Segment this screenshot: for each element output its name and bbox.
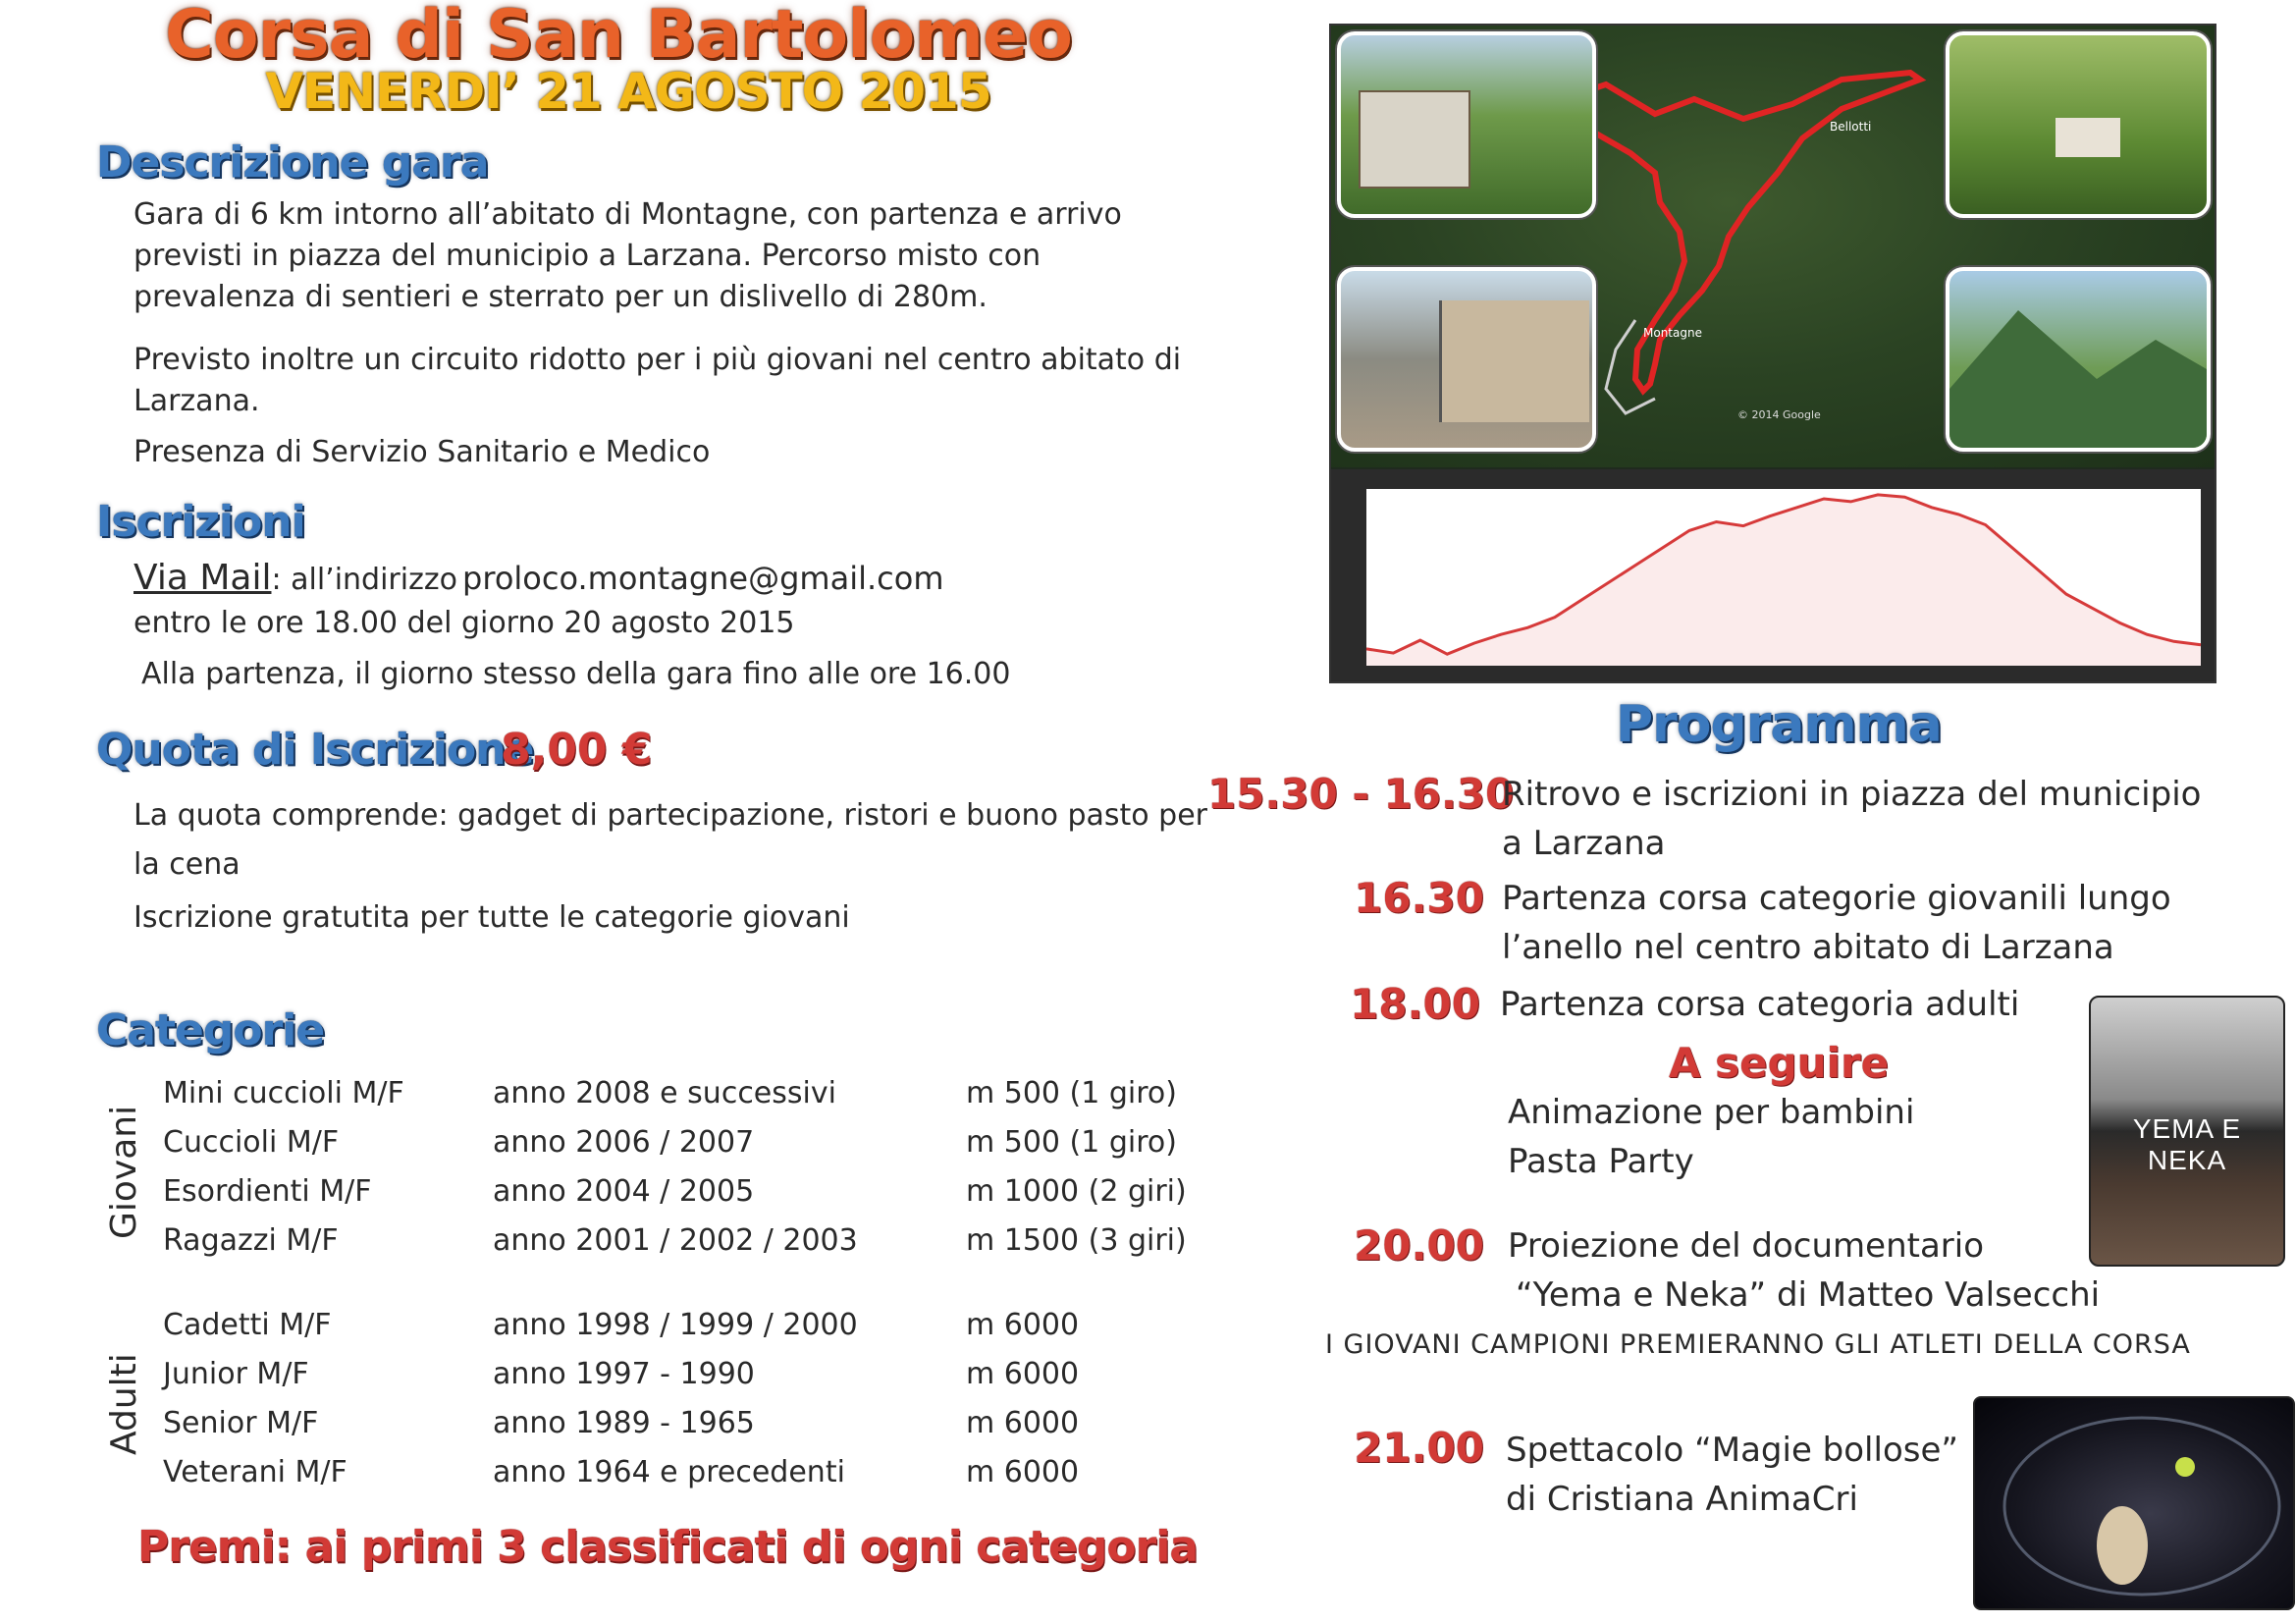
- category-distance: m 6000: [966, 1308, 1080, 1342]
- campioni-text: I GIOVANI CAMPIONI PREMIERANNO GLI ATLETI DELLA CORSA: [1325, 1329, 2191, 1360]
- elevation-profile: [1331, 469, 2215, 681]
- quota-free: Iscrizione gratutita per tutte le categorie giovani: [133, 900, 850, 935]
- photo-house-inset: [1337, 31, 1596, 218]
- program-text-1b: a Larzana: [1502, 824, 1666, 863]
- premi-text: Premi: ai primi 3 classificati di ogni categoria: [137, 1522, 1199, 1572]
- category-years: anno 2006 / 2007: [493, 1125, 755, 1160]
- group-label-giovani: Giovani: [104, 1105, 144, 1239]
- program-text-1a: Ritrovo e iscrizioni in piazza del municipio: [1502, 775, 2202, 814]
- mountain-shape: [1949, 310, 2207, 448]
- category-name: Mini cuccioli M/F: [163, 1076, 404, 1110]
- descrizione-text-3: Presenza di Servizio Sanitario e Medico: [133, 435, 711, 469]
- programma-heading: Programma: [1616, 695, 1942, 754]
- map-copyright: © 2014 Google: [1737, 408, 1821, 421]
- category-distance: m 1000 (2 giri): [966, 1174, 1187, 1209]
- via-mail-prefix: : all’indirizzo: [271, 563, 457, 597]
- category-name: Ragazzi M/F: [163, 1223, 339, 1258]
- category-distance: m 6000: [966, 1357, 1080, 1391]
- route-map-panel: [1329, 24, 2216, 683]
- categorie-heading: Categorie: [96, 1005, 325, 1055]
- category-distance: m 6000: [966, 1455, 1080, 1489]
- program-time-2: 16.30: [1354, 874, 1484, 922]
- bubble-svg: [1975, 1398, 2293, 1608]
- category-name: Esordienti M/F: [163, 1174, 372, 1209]
- satellite-map: [1331, 26, 2215, 467]
- category-years: anno 1964 e precedenti: [493, 1455, 845, 1489]
- category-years: anno 1989 - 1965: [493, 1406, 755, 1440]
- performer-shape: [2097, 1506, 2148, 1585]
- map-place-label: Montagne: [1643, 326, 1702, 340]
- email-link[interactable]: proloco.montagne@gmail.com: [462, 560, 944, 597]
- quota-price: 8,00 €: [501, 725, 653, 775]
- elevation-chart: [1331, 469, 2215, 681]
- category-years: anno 2001 / 2002 / 2003: [493, 1223, 858, 1258]
- quota-heading: Quota di Iscrizione: [96, 725, 534, 775]
- photo-village-inset: [1337, 267, 1596, 452]
- program-time-1: 15.30 - 16.30: [1207, 770, 1515, 818]
- seguire-item-2: Pasta Party: [1508, 1142, 1694, 1181]
- program-time-3: 18.00: [1350, 980, 1480, 1028]
- seguire-item-1: Animazione per bambini: [1508, 1093, 1915, 1132]
- a-seguire-heading: A seguire: [1669, 1039, 1890, 1087]
- descrizione-text-2: Previsto inoltre un circuito ridotto per i più giovani nel centro abitato di Larzana.: [133, 343, 1182, 418]
- bubble-show-photo: [1973, 1396, 2295, 1610]
- quota-includes: La quota comprende: gadget di partecipazione, ristori e buono pasto per la cena: [133, 798, 1208, 882]
- category-years: anno 1998 / 1999 / 2000: [493, 1308, 858, 1342]
- category-distance: m 500 (1 giro): [966, 1076, 1177, 1110]
- program-time-20: 20.00: [1354, 1221, 1484, 1270]
- category-distance: m 6000: [966, 1406, 1080, 1440]
- program-text-21b: di Cristiana AnimaCri: [1506, 1480, 1858, 1519]
- iscrizioni-deadline: entro le ore 18.00 del giorno 20 agosto 2015: [133, 606, 795, 640]
- program-text-20b: “Yema e Neka” di Matteo Valsecchi: [1516, 1275, 2101, 1315]
- chalet-shape: [2056, 118, 2120, 157]
- light-dot: [2175, 1457, 2195, 1477]
- event-date: VENERDI’ 21 AGOSTO 2015: [265, 63, 991, 120]
- category-distance: m 1500 (3 giri): [966, 1223, 1187, 1258]
- photo-mountain-inset: [1946, 267, 2211, 452]
- descrizione-text-1: Gara di 6 km intorno all’abitato di Montagne, con partenza e arrivo previsti in piazza del municipio a Larzana. Percorso misto con prevalenza di sentieri e sterrato per un dislivello di 280m.: [133, 197, 1122, 314]
- descrizione-heading: Descrizione gara: [96, 137, 489, 188]
- category-name: Cadetti M/F: [163, 1308, 332, 1342]
- house-shape: [1359, 90, 1470, 189]
- via-mail-label: Via Mail: [133, 558, 272, 598]
- program-text-21a: Spettacolo “Magie bollose”: [1506, 1431, 1958, 1470]
- program-text-2a: Partenza corsa categorie giovanili lungo: [1502, 879, 2171, 918]
- map-place-label-2: Bellotti: [1830, 120, 1872, 134]
- documentary-poster: [2089, 996, 2285, 1267]
- page-title: Corsa di San Bartolomeo: [165, 0, 1072, 74]
- poster-title: YEMA E NEKA: [2132, 1113, 2242, 1175]
- program-text-20a: Proiezione del documentario: [1508, 1226, 1985, 1266]
- mountain-svg: [1949, 271, 2207, 448]
- category-name: Cuccioli M/F: [163, 1125, 340, 1160]
- iscrizioni-partenza: Alla partenza, il giorno stesso della gara fino alle ore 16.00: [141, 657, 1011, 691]
- photo-meadow-inset: [1946, 31, 2211, 218]
- category-name: Veterani M/F: [163, 1455, 347, 1489]
- program-time-21: 21.00: [1354, 1424, 1484, 1472]
- category-years: anno 1997 - 1990: [493, 1357, 755, 1391]
- village-building-shape: [1439, 300, 1589, 422]
- program-text-2b: l’anello nel centro abitato di Larzana: [1502, 928, 2114, 967]
- category-years: anno 2004 / 2005: [493, 1174, 755, 1209]
- category-name: Junior M/F: [163, 1357, 309, 1391]
- program-text-3a: Partenza corsa categoria adulti: [1500, 985, 2020, 1024]
- category-name: Senior M/F: [163, 1406, 319, 1440]
- category-distance: m 500 (1 giro): [966, 1125, 1177, 1160]
- iscrizioni-heading: Iscrizioni: [96, 497, 305, 547]
- group-label-adulti: Adulti: [104, 1353, 144, 1455]
- category-years: anno 2008 e successivi: [493, 1076, 836, 1110]
- iscrizioni-mail-line: [133, 558, 944, 598]
